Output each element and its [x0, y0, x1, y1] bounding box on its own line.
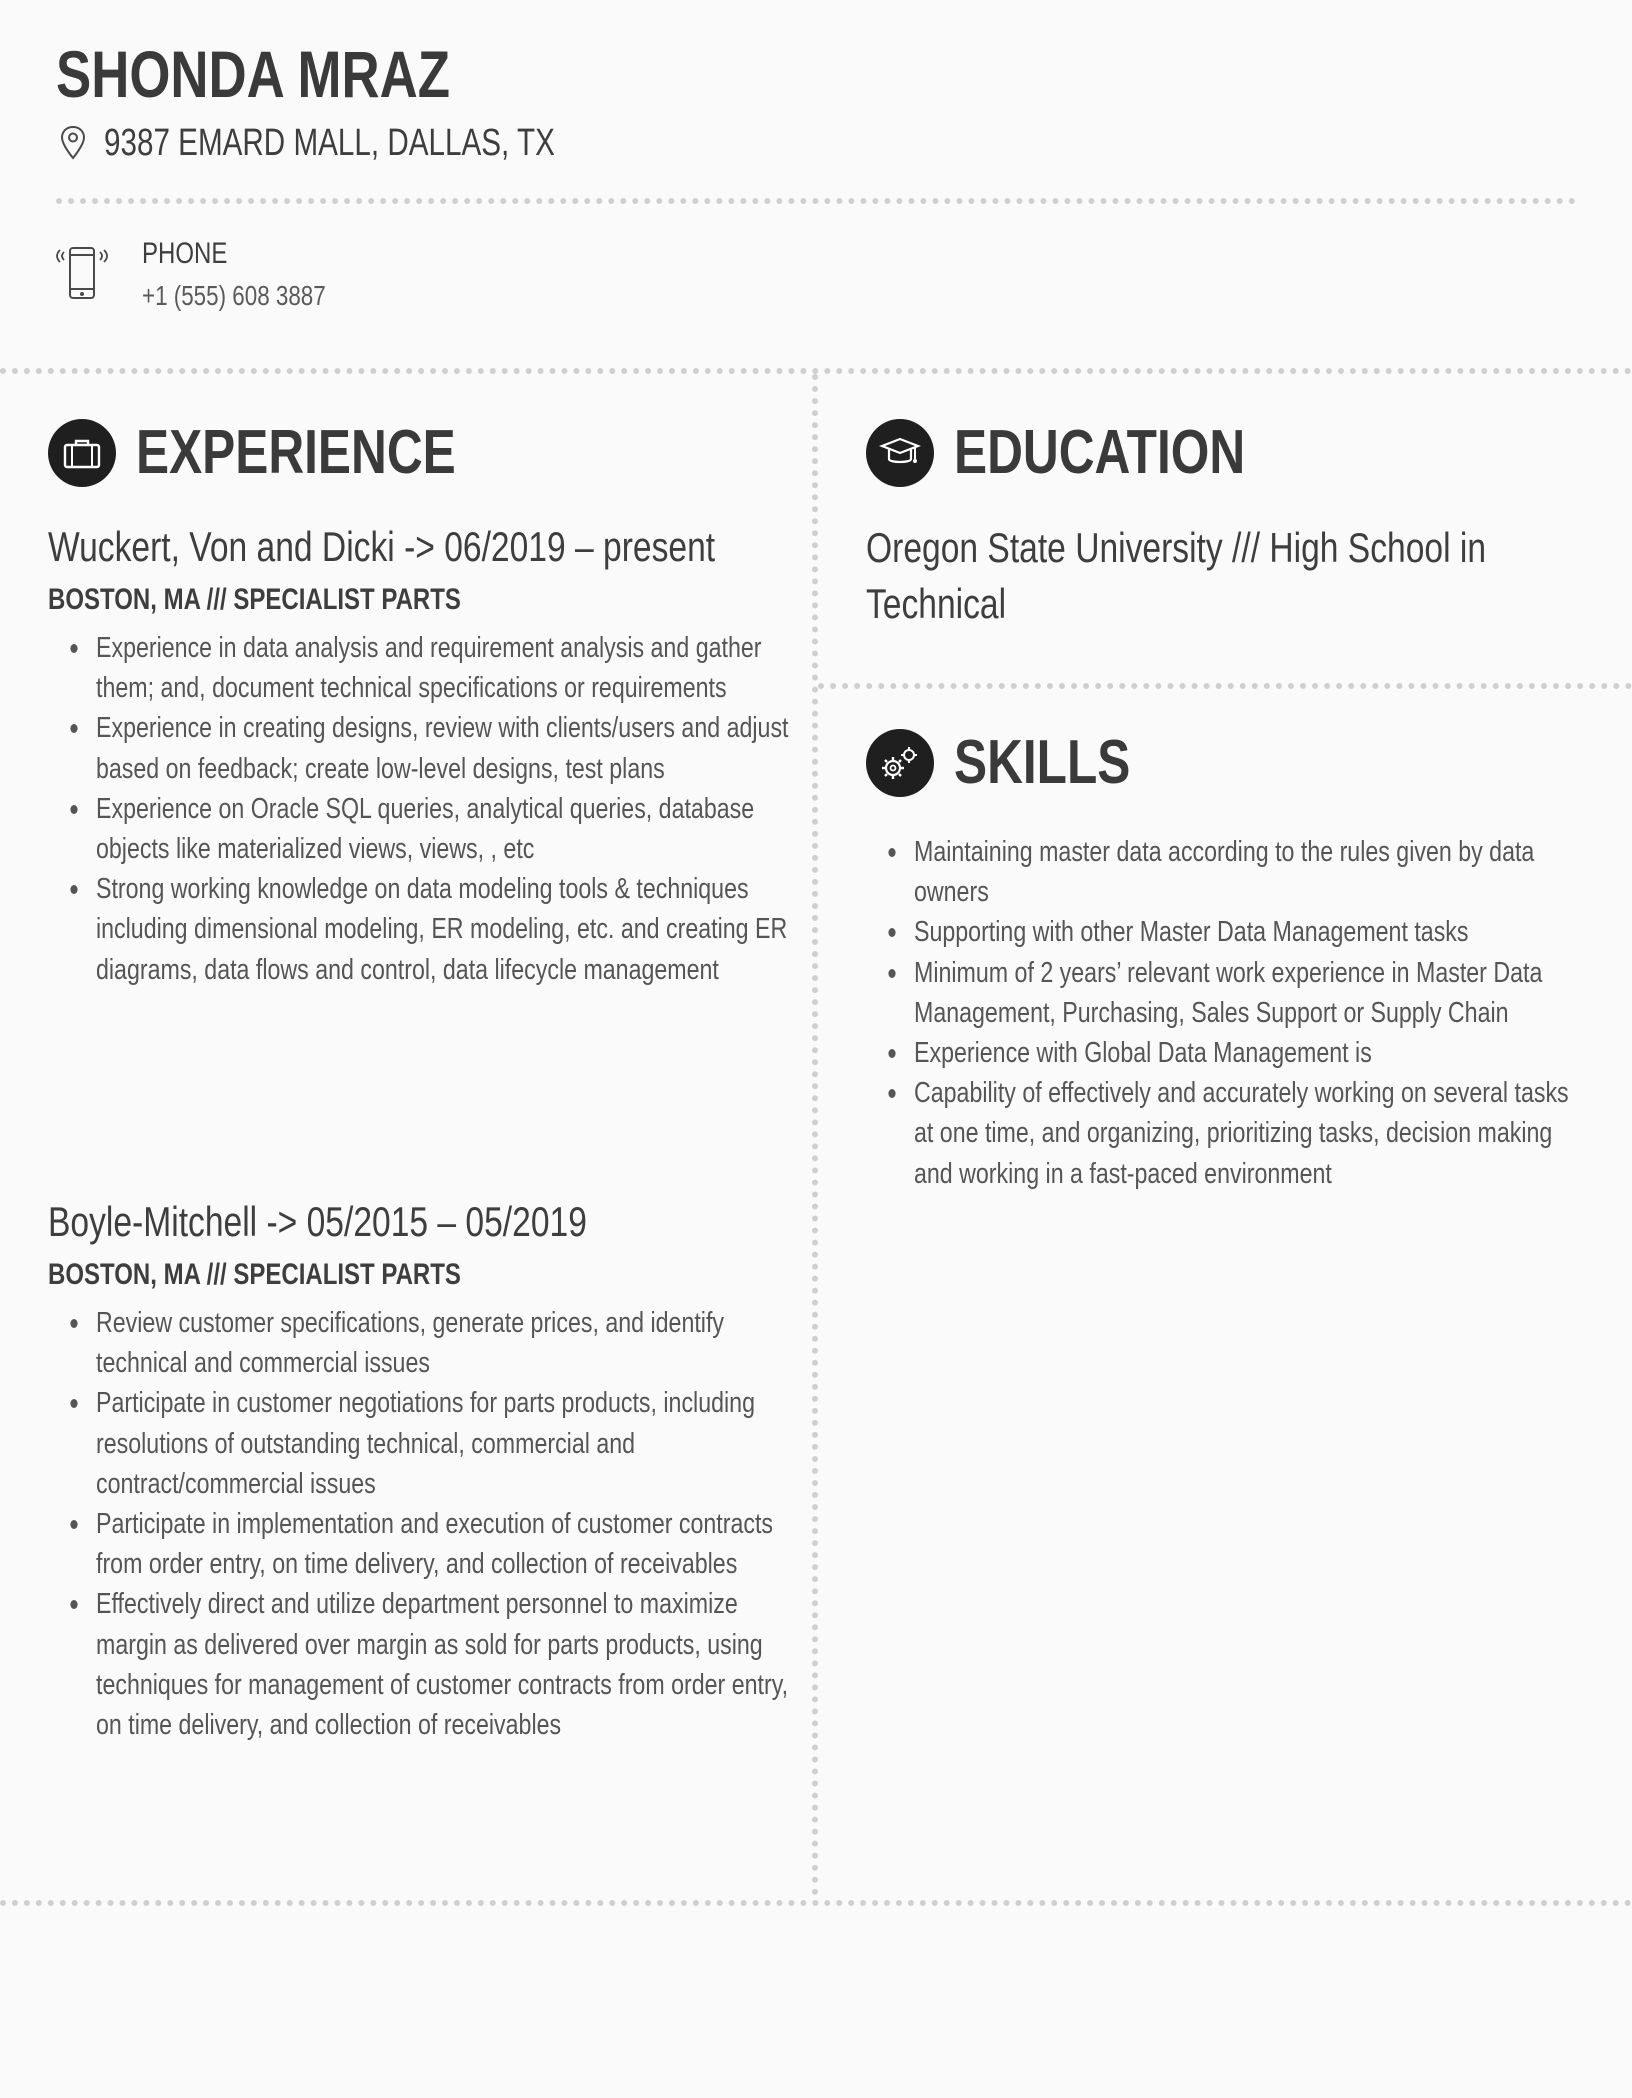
list-item: Supporting with other Master Data Management tasks: [914, 912, 1586, 952]
list-item: Participate in customer negotiations for parts products, including resolutions of outstanding technical, commercial and contract/commercial issues: [96, 1383, 798, 1504]
skills-list-container: [866, 832, 1586, 1194]
skills-title: SKILLS: [954, 728, 1131, 797]
education-entry: [866, 520, 1586, 632]
candidate-name: SHONDA MRAZ: [56, 37, 451, 111]
phone-value: +1 (555) 608 3887: [142, 280, 326, 311]
education-heading: [866, 418, 1318, 488]
graduation-cap-badge: [866, 419, 934, 487]
list-item: Strong working knowledge on data modeling tools & techniques including dimensional modeling, ER modeling, etc. and creating ER diagrams, data flows and control, data lifecycle management: [96, 869, 798, 990]
list-item: Experience in data analysis and requirement analysis and gather them; and, document technical specifications or requirements: [96, 628, 798, 708]
education-title: EDUCATION: [954, 418, 1246, 487]
job-bullets: [48, 628, 798, 990]
list-item: Effectively direct and utilize department personnel to maximize margin as delivered over margin as sold for parts products, using techniques for management of customer contracts from order entry, on time delivery, and collection of receivables: [96, 1584, 798, 1745]
job-title: Wuckert, Von and Dicki -> 06/2019 – present: [48, 523, 716, 570]
job-title: Boyle-Mitchell -> 05/2015 – 05/2019: [48, 1198, 587, 1245]
divider-column: [812, 374, 818, 1896]
divider-header: [56, 198, 1576, 204]
list-item: Experience in creating designs, review with clients/users and adjust based on feedback; create low-level designs, test plans: [96, 708, 798, 788]
divider-education: [818, 683, 1632, 689]
experience-title: EXPERIENCE: [136, 418, 456, 487]
gears-icon: [878, 743, 922, 783]
list-item: Experience on Oracle SQL queries, analytical queries, database objects like materialized views, views, , etc: [96, 789, 798, 869]
list-item: Participate in implementation and execution of customer contracts from order entry, on time delivery, and collection of receivables: [96, 1504, 798, 1584]
gears-badge: [866, 729, 934, 797]
list-item: Experience with Global Data Management is: [914, 1033, 1586, 1073]
job-bullets: [48, 1303, 798, 1745]
address-line: [58, 118, 682, 168]
experience-job-2: [48, 1195, 798, 1745]
phone-label: PHONE: [142, 237, 228, 270]
list-item: Maintaining master data according to the rules given by data owners: [914, 832, 1586, 912]
skills-list: [866, 832, 1586, 1194]
skills-heading: [866, 728, 1174, 798]
contact-phone: [54, 234, 372, 316]
experience-heading: [48, 418, 536, 488]
list-item: Review customer specifications, generate prices, and identify technical and commercial issues: [96, 1303, 798, 1383]
briefcase-icon: [62, 436, 102, 470]
list-item: Capability of effectively and accurately working on several tasks at one time, and organizing, prioritizing tasks, decision making and working in a fast-paced environment: [914, 1073, 1586, 1194]
location-pin-icon: [58, 124, 88, 162]
education-text: Oregon State University /// High School in Technical: [866, 524, 1487, 627]
experience-job-1: [48, 520, 798, 990]
briefcase-badge: [48, 419, 116, 487]
address-text: 9387 EMARD MALL, DALLAS, TX: [104, 121, 555, 164]
job-subtitle: BOSTON, MA /// SPECIALIST PARTS: [48, 1258, 461, 1291]
graduation-cap-icon: [879, 435, 921, 471]
job-subtitle: BOSTON, MA /// SPECIALIST PARTS: [48, 583, 461, 616]
list-item: Minimum of 2 years’ relevant work experience in Master Data Management, Purchasing, Sales Support or Supply Chain: [914, 953, 1586, 1033]
mobile-phone-icon: [54, 242, 110, 308]
divider-bottom: [0, 1900, 1632, 1906]
